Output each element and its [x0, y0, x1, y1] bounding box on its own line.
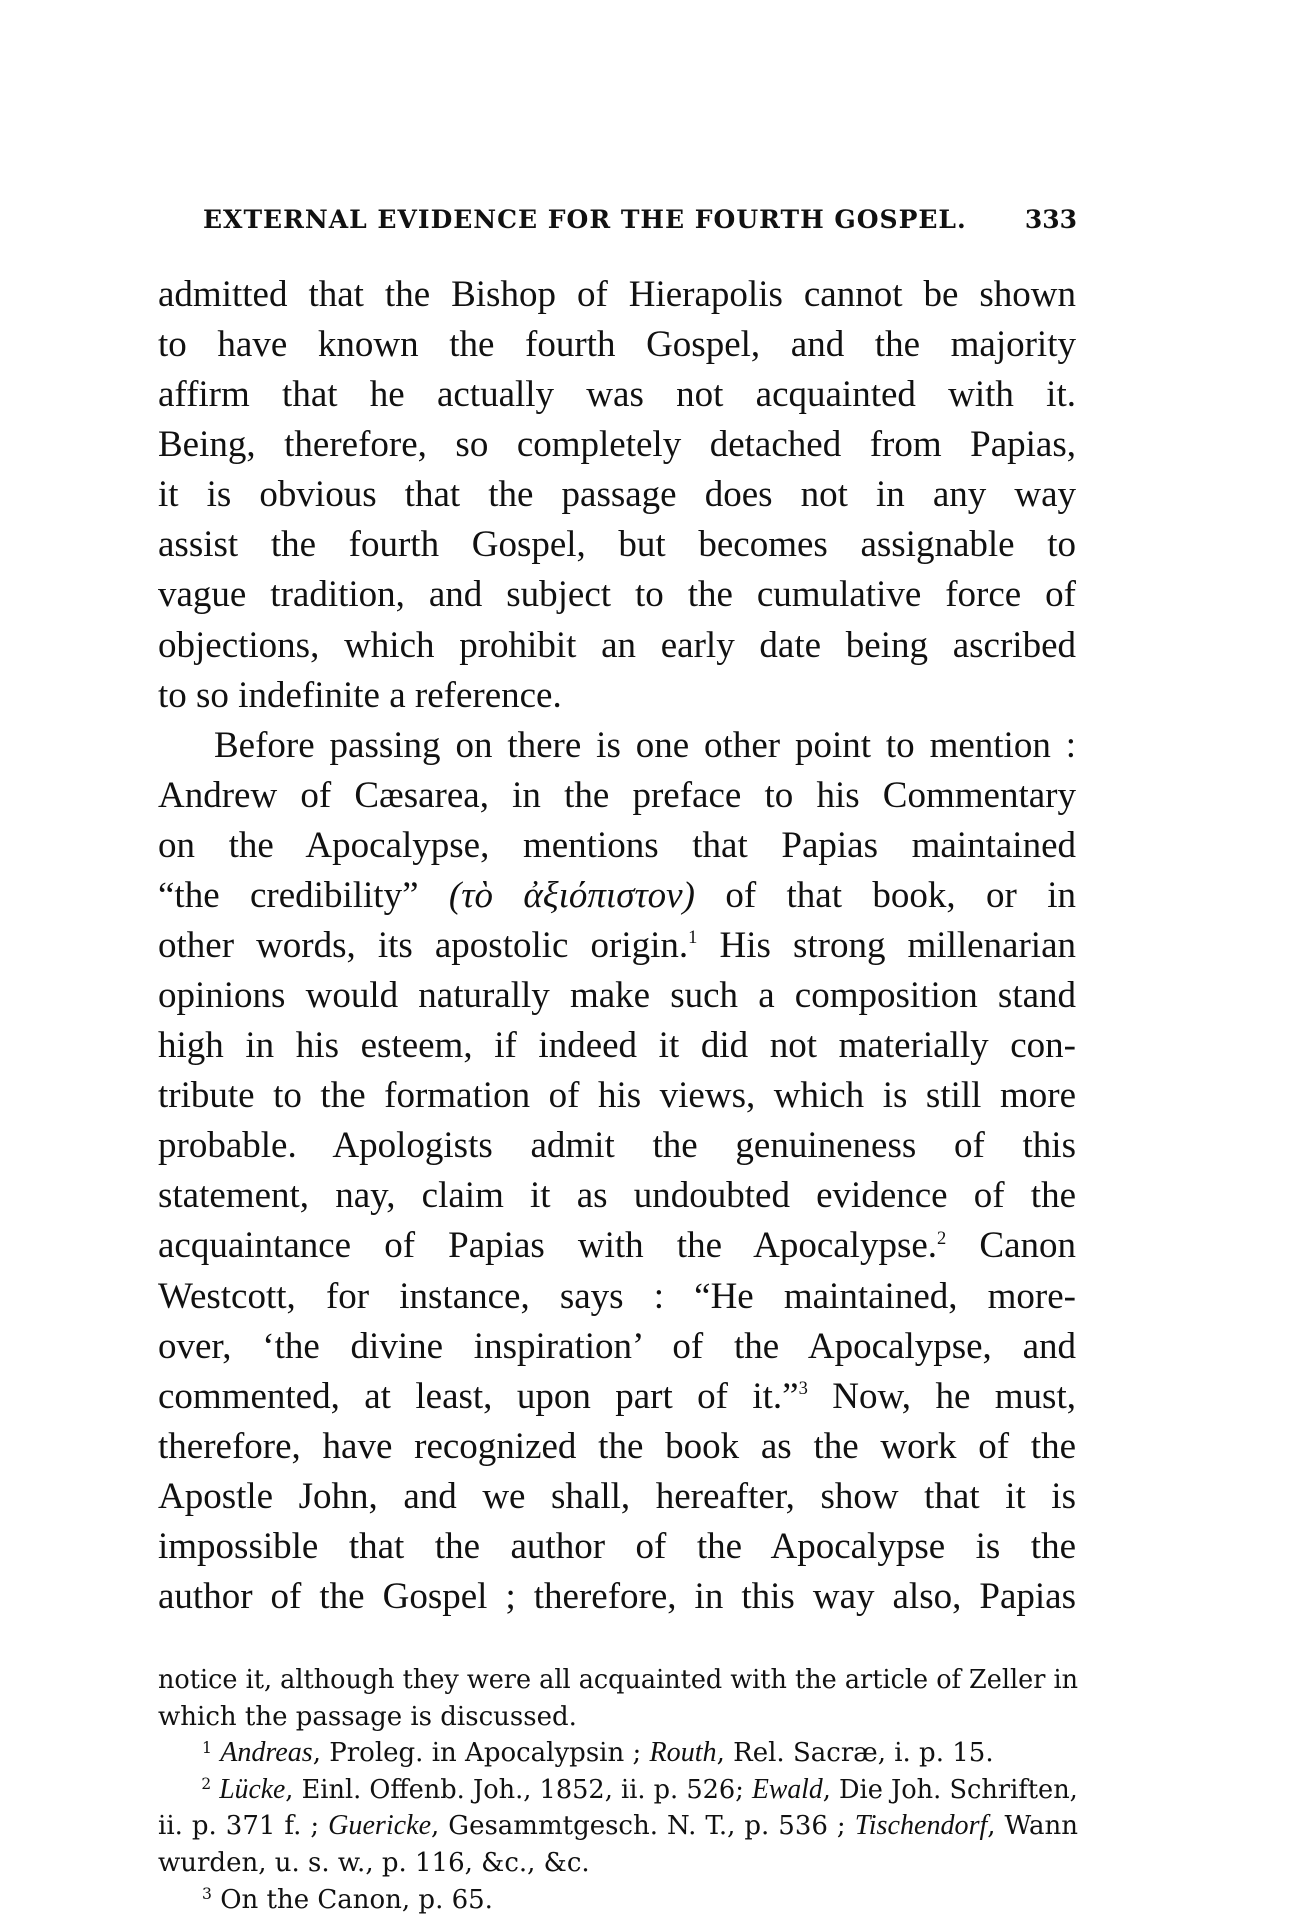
quoted-phrase: “the credibility”	[158, 874, 419, 916]
text-line: it is obvious that the passage does not in any way	[158, 474, 1076, 516]
text-line: probable. Apologists admit the genuineness of this	[158, 1125, 1076, 1167]
citation-text: , Die Joh. Schriften,	[822, 1774, 1078, 1805]
text-line: author of the Gospel ; therefore, in this way also, Papias	[158, 1576, 1076, 1618]
cited-author: Tischendorf	[854, 1810, 988, 1842]
citation-text: , Proleg. in Apocalypsin ;	[312, 1738, 642, 1769]
citation-text: , Gesammtgesch. N. T., p. 536 ;	[431, 1811, 846, 1842]
footnote-ref-1[interactable]: 1	[688, 928, 698, 949]
line-start: other words, its apostolic origin.	[158, 925, 689, 967]
text-line: Andrew of Cæsarea, in the preface to his Commentary	[158, 774, 1076, 816]
cited-author: Routh	[649, 1737, 717, 1769]
line-remainder: Now, he must,	[832, 1375, 1076, 1417]
text-line: tribute to the formation of his views, which is still more	[158, 1075, 1076, 1117]
line-start: commented, at least, upon part of it.”	[158, 1375, 799, 1417]
footnote-3	[158, 1882, 1078, 1919]
text-line: opinions would naturally make such a composition stand	[158, 975, 1076, 1017]
text-line	[158, 1221, 1076, 1271]
running-head	[203, 200, 1077, 240]
text-line: Being, therefore, so completely detached from Papias,	[158, 424, 1076, 466]
text-line: admitted that the Bishop of Hierapolis cannot be shown	[158, 274, 1076, 315]
text-line: over, ‘the divine inspiration’ of the Apocalypse, and	[158, 1325, 1076, 1367]
footnote-2	[158, 1772, 1078, 1809]
footnote-marker-1: 1	[202, 1738, 212, 1757]
text-line: on the Apocalypse, mentions that Papias maintained	[158, 824, 1076, 866]
cited-author: Guericke	[328, 1810, 432, 1842]
footnote-2-continued: wurden, u. s. w., p. 116, &c., &c.	[158, 1847, 590, 1878]
line-remainder: of that book, or in	[725, 874, 1077, 916]
text-line: Westcott, for instance, says : “He maintained, more-	[158, 1275, 1076, 1317]
line-remainder: Canon	[979, 1225, 1077, 1267]
footnote-ref-2[interactable]: 2	[937, 1228, 947, 1249]
footnote-marker-3: 3	[202, 1884, 212, 1903]
footnote-2-continued	[158, 1808, 1078, 1845]
text-line	[158, 921, 1076, 971]
page-number: 333	[1024, 205, 1077, 234]
text-line: high in his esteem, if indeed it did not materially con-	[158, 1025, 1076, 1067]
text-line: to so indefinite a reference.	[158, 674, 562, 716]
citation-text: , Einl. Offenb. Joh., 1852, ii. p. 526;	[285, 1774, 744, 1805]
text-line: vague tradition, and subject to the cumulative force of	[158, 574, 1076, 616]
footnote-1	[158, 1735, 1078, 1772]
greek-phrase: (τὸ ἀξιόπιστον)	[448, 874, 695, 916]
cited-author: Lücke	[219, 1773, 286, 1805]
body-text	[158, 270, 1076, 1622]
text-line	[158, 871, 1076, 921]
text-line: therefore, have recognized the book as the work of the	[158, 1425, 1076, 1467]
citation-text: On the Canon, p. 65.	[220, 1884, 493, 1915]
line-remainder: His strong millenarian	[719, 925, 1077, 967]
cited-author: Ewald	[752, 1773, 823, 1805]
text-line: impossible that the author of the Apocalypse is the	[158, 1525, 1076, 1567]
text-line	[158, 1372, 1076, 1422]
text-line: objections, which prohibit an early date being ascribed	[158, 624, 1076, 666]
footnotes	[158, 1662, 1078, 1918]
citation-text: , Wann	[987, 1811, 1079, 1842]
citation-text: ii. p. 371 f. ;	[158, 1811, 320, 1842]
footnote-continued-line: which the passage is discussed.	[158, 1701, 577, 1732]
line-start: acquaintance of Papias with the Apocalypse.	[158, 1225, 938, 1267]
text-line: Apostle John, and we shall, hereafter, show that it is	[158, 1475, 1076, 1517]
text-line: statement, nay, claim it as undoubted evidence of the	[158, 1175, 1076, 1217]
cited-author: Andreas	[220, 1737, 313, 1769]
citation-text: , Rel. Sacræ, i. p. 15.	[716, 1738, 994, 1769]
running-title: EXTERNAL EVIDENCE FOR THE FOURTH GOSPEL.	[203, 205, 967, 234]
text-line: to have known the fourth Gospel, and the majority	[158, 324, 1076, 366]
text-line: affirm that he actually was not acquainted with it.	[158, 374, 1076, 416]
text-line: Before passing on there is one other point to mention :	[214, 724, 1076, 766]
text-line: assist the fourth Gospel, but becomes assignable to	[158, 524, 1076, 566]
footnote-marker-2: 2	[201, 1775, 212, 1794]
footnote-ref-3[interactable]: 3	[798, 1378, 808, 1399]
footnote-continued-line: notice it, although they were all acquainted with the article of Zeller in	[158, 1665, 1079, 1695]
